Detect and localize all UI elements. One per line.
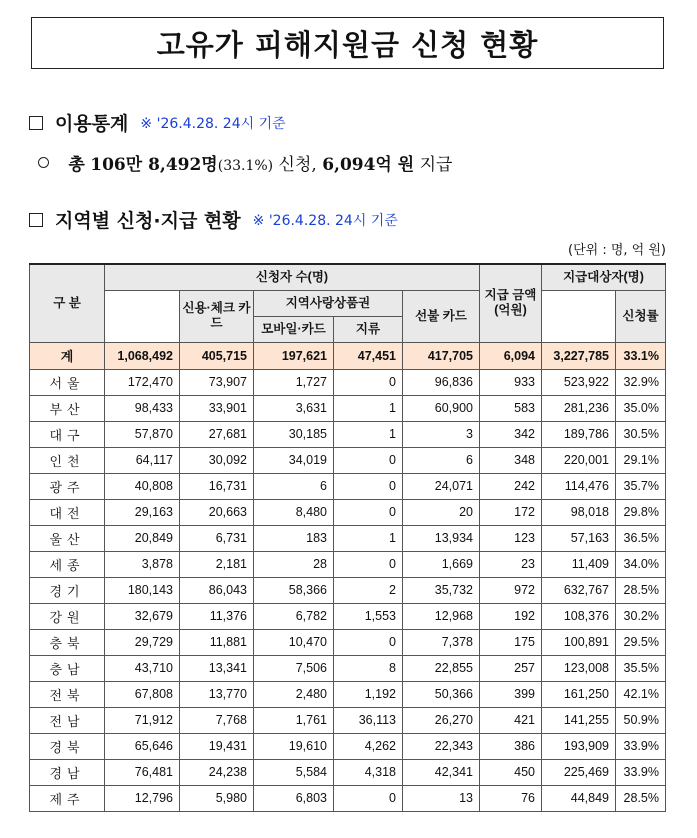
header-paid-amount: 지급 금액 (억원) [480,264,542,342]
mobile-card-cell: 183 [254,525,334,551]
application-rate-cell: 50.9% [616,707,666,733]
eligible-count-cell: 632,767 [542,577,616,603]
paid-amount-cell: 23 [480,551,542,577]
application-rate-cell: 29.5% [616,629,666,655]
mobile-card-cell: 1,727 [254,369,334,395]
region-cell: 제주 [30,785,105,811]
header-rate: 신청률 [616,290,666,342]
table-row [30,551,666,577]
mobile-card-cell: 8,480 [254,499,334,525]
paper-cell: 1 [334,395,403,421]
prepaid-cell: 417,705 [403,342,480,369]
header-paper: 지류 [334,316,403,342]
header-eligible-count [542,290,616,342]
credit-check-cell: 5,980 [180,785,254,811]
mobile-card-cell: 197,621 [254,342,334,369]
prepaid-cell: 1,669 [403,551,480,577]
mobile-card-cell: 6,782 [254,603,334,629]
square-bullet-icon [29,213,43,227]
mobile-card-cell: 2,480 [254,681,334,707]
table-row [30,473,666,499]
prepaid-cell: 7,378 [403,629,480,655]
paper-cell: 4,318 [334,759,403,785]
applicants-total-cell: 57,870 [105,421,180,447]
header-prepaid: 선불 카드 [403,290,480,342]
section-usage-stats [29,109,286,136]
summary-prefix: 총 [68,155,85,175]
credit-check-cell: 6,731 [180,525,254,551]
application-rate-cell: 28.5% [616,785,666,811]
paper-cell: 47,451 [334,342,403,369]
credit-check-cell: 11,376 [180,603,254,629]
application-rate-cell: 30.5% [616,421,666,447]
reference-date-note: ※ '26.4.28. 24시 기준 [252,212,398,229]
paid-amount-cell: 192 [480,603,542,629]
paid-amount-cell: 972 [480,577,542,603]
paper-cell: 0 [334,447,403,473]
mobile-card-cell: 3,631 [254,395,334,421]
region-cell: 대구 [30,421,105,447]
application-rate-cell: 28.5% [616,577,666,603]
region-cell: 서울 [30,369,105,395]
section-regional-status [29,206,398,233]
applicants-total-cell: 32,679 [105,603,180,629]
applicants-total-cell: 98,433 [105,395,180,421]
application-rate-cell: 36.5% [616,525,666,551]
credit-check-cell: 19,431 [180,733,254,759]
credit-check-cell: 16,731 [180,473,254,499]
mobile-card-cell: 7,506 [254,655,334,681]
table-row [30,655,666,681]
eligible-count-cell: 57,163 [542,525,616,551]
region-cell: 전남 [30,707,105,733]
eligible-count-cell: 44,849 [542,785,616,811]
paper-cell: 4,262 [334,733,403,759]
mobile-card-cell: 58,366 [254,577,334,603]
paid-amount-cell: 6,094 [480,342,542,369]
region-cell: 강원 [30,603,105,629]
region-cell: 세종 [30,551,105,577]
mobile-card-cell: 1,761 [254,707,334,733]
summary-amount: 6,094억 원 [322,155,415,175]
region-cell: 경북 [30,733,105,759]
application-rate-cell: 33.1% [616,342,666,369]
eligible-count-cell: 114,476 [542,473,616,499]
paper-cell: 0 [334,785,403,811]
total-row [30,342,666,369]
credit-check-cell: 73,907 [180,369,254,395]
credit-check-cell: 2,181 [180,551,254,577]
mobile-card-cell: 10,470 [254,629,334,655]
table-row [30,577,666,603]
application-rate-cell: 29.1% [616,447,666,473]
prepaid-cell: 96,836 [403,369,480,395]
credit-check-cell: 20,663 [180,499,254,525]
paper-cell: 2 [334,577,403,603]
region-cell: 충남 [30,655,105,681]
page-title: 고유가 피해지원금 신청 현황 [31,17,664,69]
reference-date-note: ※ '26.4.28. 24시 기준 [140,115,286,132]
application-rate-cell: 35.5% [616,655,666,681]
paid-amount-cell: 257 [480,655,542,681]
application-rate-cell: 35.7% [616,473,666,499]
paid-amount-cell: 933 [480,369,542,395]
prepaid-cell: 22,855 [403,655,480,681]
prepaid-cell: 26,270 [403,707,480,733]
eligible-count-cell: 11,409 [542,551,616,577]
eligible-count-cell: 108,376 [542,603,616,629]
application-rate-cell: 32.9% [616,369,666,395]
regional-stats-table [29,263,666,812]
paper-cell: 0 [334,551,403,577]
section-heading: 지역별 신청·지급 현황 [55,210,241,232]
header-category: 구 분 [30,264,105,342]
region-cell: 인천 [30,447,105,473]
paid-amount-cell: 348 [480,447,542,473]
table-row [30,395,666,421]
summary-rate: (33.1%) [217,158,274,174]
paper-cell: 1,553 [334,603,403,629]
circle-bullet-icon [38,157,49,168]
mobile-card-cell: 5,584 [254,759,334,785]
region-cell: 광주 [30,473,105,499]
applicants-total-cell: 71,912 [105,707,180,733]
prepaid-cell: 24,071 [403,473,480,499]
summary-applied: 신청, [278,155,317,175]
prepaid-cell: 60,900 [403,395,480,421]
applicants-total-cell: 3,878 [105,551,180,577]
mobile-card-cell: 28 [254,551,334,577]
applicants-total-cell: 29,729 [105,629,180,655]
prepaid-cell: 6 [403,447,480,473]
applicants-total-cell: 67,808 [105,681,180,707]
summary-paid: 지급 [419,155,453,175]
prepaid-cell: 42,341 [403,759,480,785]
paper-cell: 1 [334,421,403,447]
eligible-count-cell: 189,786 [542,421,616,447]
table-row [30,525,666,551]
credit-check-cell: 24,238 [180,759,254,785]
header-eligible: 지급대상자(명) [542,264,666,290]
paid-amount-cell: 175 [480,629,542,655]
mobile-card-cell: 30,185 [254,421,334,447]
paid-amount-cell: 242 [480,473,542,499]
header-mobile-card: 모바일·카드 [254,316,334,342]
prepaid-cell: 22,343 [403,733,480,759]
table-row [30,369,666,395]
table-row [30,733,666,759]
eligible-count-cell: 98,018 [542,499,616,525]
application-rate-cell: 30.2% [616,603,666,629]
eligible-count-cell: 225,469 [542,759,616,785]
mobile-card-cell: 34,019 [254,447,334,473]
table-row [30,629,666,655]
header-local-voucher: 지역사랑상품권 [254,290,403,316]
credit-check-cell: 13,770 [180,681,254,707]
paper-cell: 0 [334,499,403,525]
region-cell: 계 [30,342,105,369]
paid-amount-cell: 123 [480,525,542,551]
paper-cell: 8 [334,655,403,681]
paid-amount-cell: 76 [480,785,542,811]
prepaid-cell: 12,968 [403,603,480,629]
prepaid-cell: 20 [403,499,480,525]
eligible-count-cell: 161,250 [542,681,616,707]
prepaid-cell: 35,732 [403,577,480,603]
summary-applicants: 106만 8,492명 [90,155,218,175]
table-row [30,681,666,707]
paid-amount-cell: 421 [480,707,542,733]
applicants-total-cell: 180,143 [105,577,180,603]
region-cell: 경남 [30,759,105,785]
applicants-total-cell: 12,796 [105,785,180,811]
eligible-count-cell: 100,891 [542,629,616,655]
applicants-total-cell: 20,849 [105,525,180,551]
header-applicants: 신청자 수(명) [105,264,480,290]
applicants-total-cell: 172,470 [105,369,180,395]
section-heading: 이용통계 [55,113,129,135]
eligible-count-cell: 281,236 [542,395,616,421]
paid-amount-cell: 399 [480,681,542,707]
summary-line [38,150,452,175]
paper-cell: 0 [334,369,403,395]
table-row [30,759,666,785]
application-rate-cell: 33.9% [616,733,666,759]
applicants-total-cell: 40,808 [105,473,180,499]
region-cell: 충북 [30,629,105,655]
table-row [30,603,666,629]
region-cell: 전북 [30,681,105,707]
region-cell: 부산 [30,395,105,421]
mobile-card-cell: 19,610 [254,733,334,759]
application-rate-cell: 35.0% [616,395,666,421]
application-rate-cell: 29.8% [616,499,666,525]
credit-check-cell: 86,043 [180,577,254,603]
eligible-count-cell: 3,227,785 [542,342,616,369]
paper-cell: 0 [334,629,403,655]
credit-check-cell: 13,341 [180,655,254,681]
prepaid-cell: 13 [403,785,480,811]
application-rate-cell: 42.1% [616,681,666,707]
eligible-count-cell: 193,909 [542,733,616,759]
applicants-total-cell: 43,710 [105,655,180,681]
application-rate-cell: 33.9% [616,759,666,785]
table-row [30,421,666,447]
paid-amount-cell: 342 [480,421,542,447]
header-credit-check: 신용·체크 카드 [180,290,254,342]
credit-check-cell: 27,681 [180,421,254,447]
applicants-total-cell: 1,068,492 [105,342,180,369]
unit-note: (단위 : 명, 억 원) [568,243,666,258]
eligible-count-cell: 220,001 [542,447,616,473]
table-row [30,707,666,733]
credit-check-cell: 33,901 [180,395,254,421]
paid-amount-cell: 583 [480,395,542,421]
eligible-count-cell: 523,922 [542,369,616,395]
credit-check-cell: 30,092 [180,447,254,473]
credit-check-cell: 7,768 [180,707,254,733]
prepaid-cell: 13,934 [403,525,480,551]
credit-check-cell: 11,881 [180,629,254,655]
applicants-total-cell: 29,163 [105,499,180,525]
applicants-total-cell: 65,646 [105,733,180,759]
table-row [30,785,666,811]
table-row [30,499,666,525]
credit-check-cell: 405,715 [180,342,254,369]
mobile-card-cell: 6,803 [254,785,334,811]
square-bullet-icon [29,116,43,130]
region-cell: 대전 [30,499,105,525]
mobile-card-cell: 6 [254,473,334,499]
paper-cell: 0 [334,473,403,499]
paper-cell: 36,113 [334,707,403,733]
applicants-total-cell: 76,481 [105,759,180,785]
prepaid-cell: 3 [403,421,480,447]
region-cell: 울산 [30,525,105,551]
prepaid-cell: 50,366 [403,681,480,707]
header-applicants-total [105,290,180,342]
application-rate-cell: 34.0% [616,551,666,577]
region-cell: 경기 [30,577,105,603]
paid-amount-cell: 386 [480,733,542,759]
eligible-count-cell: 141,255 [542,707,616,733]
paper-cell: 1,192 [334,681,403,707]
applicants-total-cell: 64,117 [105,447,180,473]
paid-amount-cell: 450 [480,759,542,785]
paper-cell: 1 [334,525,403,551]
table-row [30,447,666,473]
paid-amount-cell: 172 [480,499,542,525]
eligible-count-cell: 123,008 [542,655,616,681]
